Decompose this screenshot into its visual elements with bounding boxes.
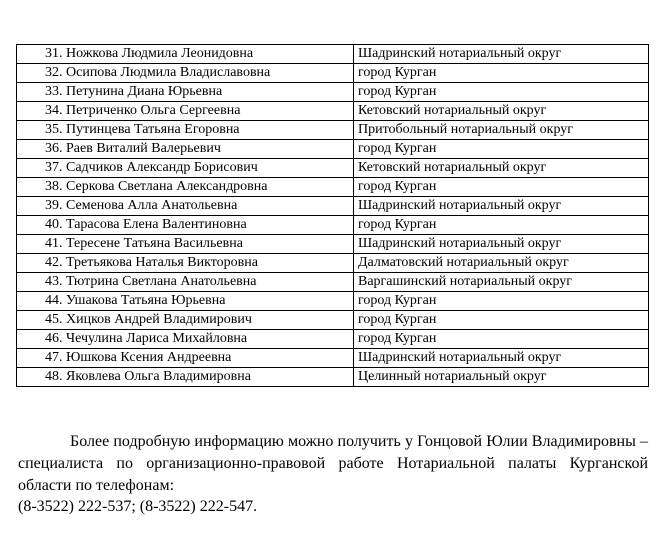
table-row: [17, 178, 649, 197]
table-row: [17, 273, 649, 292]
notary-district-cell: город Курган: [354, 216, 649, 235]
notary-name-cell: 31. Ножкова Людмила Леонидовна: [17, 45, 354, 64]
notary-district-cell: Шадринский нотариальный округ: [354, 45, 649, 64]
table-row: [17, 330, 649, 349]
notary-district-cell: город Курган: [354, 330, 649, 349]
notary-table-body: [17, 45, 649, 387]
table-row: [17, 83, 649, 102]
notary-name-cell: 44. Ушакова Татьяна Юрьевна: [17, 292, 354, 311]
notary-name-cell: 35. Путинцева Татьяна Егоровна: [17, 121, 354, 140]
contact-paragraph: [18, 431, 648, 497]
notary-district-cell: Целинный нотариальный округ: [354, 368, 649, 387]
table-row: [17, 292, 649, 311]
notary-name-cell: 46. Чечулина Лариса Михайловна: [17, 330, 354, 349]
notary-name-cell: 32. Осипова Людмила Владиславовна: [17, 64, 354, 83]
table-row: [17, 368, 649, 387]
table-row: [17, 197, 649, 216]
notary-district-cell: город Курган: [354, 311, 649, 330]
notary-district-cell: Шадринский нотариальный округ: [354, 349, 649, 368]
table-row: [17, 235, 649, 254]
notary-name-cell: 34. Петриченко Ольга Сергеевна: [17, 102, 354, 121]
notary-name-cell: 39. Семенова Алла Анатольевна: [17, 197, 354, 216]
table-row: [17, 349, 649, 368]
notary-name-cell: 43. Тютрина Светлана Анатольевна: [17, 273, 354, 292]
table-row: [17, 216, 649, 235]
notary-name-cell: 36. Раев Виталий Валерьевич: [17, 140, 354, 159]
notary-district-cell: город Курган: [354, 83, 649, 102]
table-row: [17, 254, 649, 273]
notary-name-cell: 42. Третьякова Наталья Викторовна: [17, 254, 354, 273]
notary-district-cell: Шадринский нотариальный округ: [354, 235, 649, 254]
notary-name-cell: 47. Юшкова Ксения Андреевна: [17, 349, 354, 368]
contact-text: Более подробную информацию можно получить у Гонцовой Юлии Владимировны – специалиста по организационно-правовой работе Нотариальной палаты Курганской области по телефонам:: [18, 433, 648, 494]
notary-name-cell: 41. Тересене Татьяна Васильевна: [17, 235, 354, 254]
notary-district-cell: Притобольный нотариальный округ: [354, 121, 649, 140]
table-row: [17, 121, 649, 140]
notary-district-cell: город Курган: [354, 178, 649, 197]
notary-district-cell: город Курган: [354, 64, 649, 83]
notary-name-cell: 33. Петунина Диана Юрьевна: [17, 83, 354, 102]
table-row: [17, 64, 649, 83]
notary-district-cell: город Курган: [354, 140, 649, 159]
notary-name-cell: 48. Яковлева Ольга Владимировна: [17, 368, 354, 387]
notary-district-cell: Кетовский нотариальный округ: [354, 159, 649, 178]
notary-name-cell: 38. Серкова Светлана Александровна: [17, 178, 354, 197]
notary-district-cell: город Курган: [354, 292, 649, 311]
notary-name-cell: 45. Хицков Андрей Владимирович: [17, 311, 354, 330]
notary-table: [16, 44, 649, 387]
table-row: [17, 102, 649, 121]
phone-numbers: (8-3522) 222-537; (8-3522) 222-547.: [18, 498, 258, 515]
table-row: [17, 45, 649, 64]
table-row: [17, 140, 649, 159]
notary-name-cell: 40. Тарасова Елена Валентиновна: [17, 216, 354, 235]
notary-district-cell: Шадринский нотариальный округ: [354, 197, 649, 216]
notary-district-cell: Кетовский нотариальный округ: [354, 102, 649, 121]
notary-name-cell: 37. Садчиков Александр Борисович: [17, 159, 354, 178]
notary-district-cell: Далматовский нотариальный округ: [354, 254, 649, 273]
notary-district-cell: Варгашинский нотариальный округ: [354, 273, 649, 292]
table-row: [17, 311, 649, 330]
table-row: [17, 159, 649, 178]
